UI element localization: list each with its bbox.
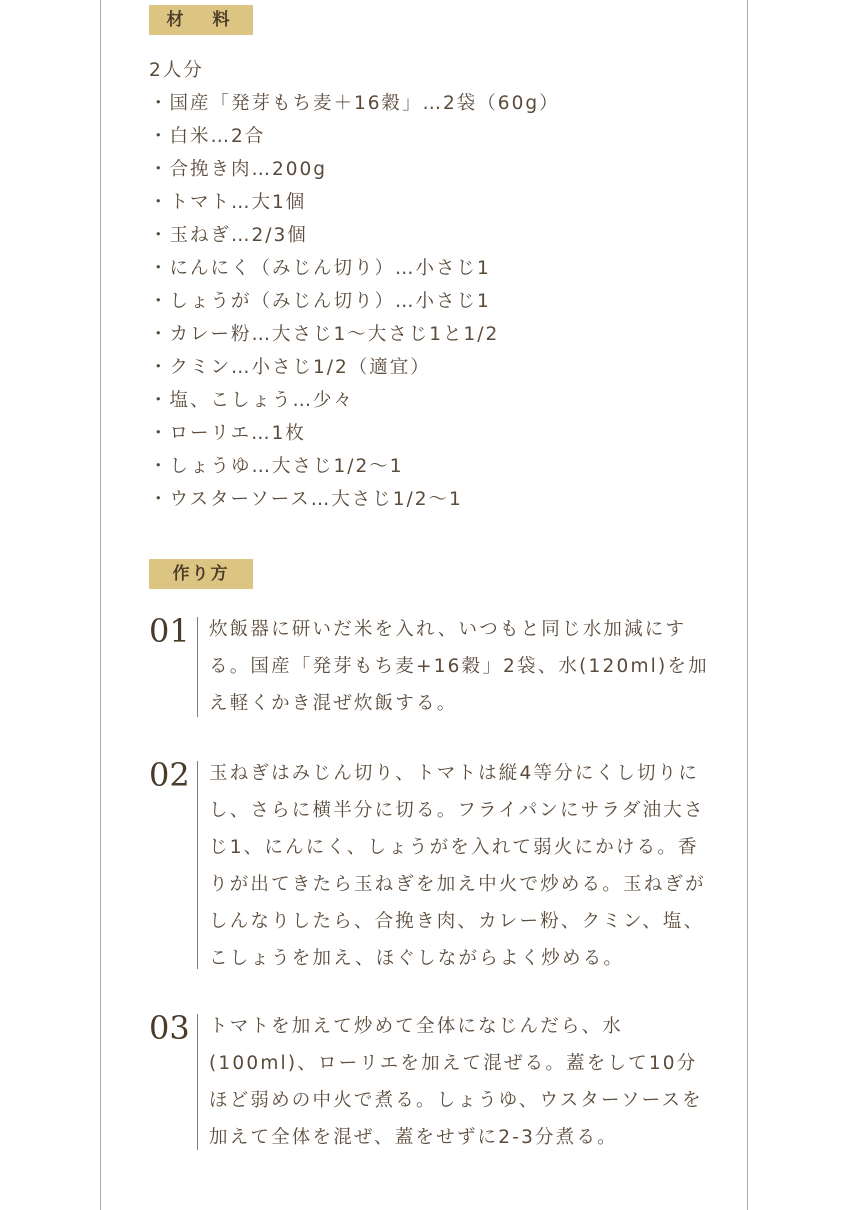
method-label: 作り方: [149, 559, 253, 589]
ingredients-list: [149, 54, 709, 516]
step-number: 03: [149, 1009, 190, 1047]
step-divider: [197, 761, 198, 969]
ingredient-item: ・トマト…大1個: [149, 192, 307, 213]
ingredient-item: ・しょうが（みじん切り）…小さじ1: [149, 291, 491, 312]
ingredient-item: ・ローリエ…1枚: [149, 423, 306, 444]
step-number: 02: [149, 756, 190, 794]
ingredients-label: 材 料: [149, 5, 253, 35]
ingredient-item: ・クミン…小さじ1/2（適宜）: [149, 357, 431, 378]
ingredient-item: ・白米…2合: [149, 126, 266, 147]
ingredient-item: ・しょうゆ…大さじ1/2～1: [149, 456, 404, 477]
step-text: トマトを加えて炒めて全体になじんだら、水(100ml)、ローリエを加えて混ぜる。蓋をして10分ほど弱めの中火で煮る。しょうゆ、ウスターソースを加えて全体を混ぜ、蓋をせずに2-3分煮る。: [209, 1016, 703, 1148]
serving-size: 2人分: [149, 60, 204, 81]
step-text: 炊飯器に研いだ米を入れ、いつもと同じ水加減にする。国産「発芽もち麦+16穀」2袋、水(120ml)を加え軽くかき混ぜ炊飯する。: [209, 619, 709, 714]
recipe-page: [100, 0, 748, 1210]
step-divider: [197, 1014, 198, 1150]
ingredient-item: ・玉ねぎ…2/3個: [149, 225, 308, 246]
step-number: 01: [149, 612, 190, 650]
ingredient-item: ・ウスターソース…大さじ1/2～1: [149, 489, 463, 510]
ingredient-item: ・にんにく（みじん切り）…小さじ1: [149, 258, 491, 279]
step-divider: [197, 617, 198, 717]
step-text: 玉ねぎはみじん切り、トマトは縦4等分にくし切りにし、さらに横半分に切る。フライパンにサラダ油大さじ1、にんにく、しょうがを入れて弱火にかける。香りが出てきたら玉ねぎを加え中火で炒める。玉ねぎがしんなりしたら、合挽き肉、カレー粉、クミン、塩、こしょうを加え、ほぐしながらよく炒める。: [209, 763, 706, 969]
ingredient-item: ・塩、こしょう…少々: [149, 390, 355, 411]
ingredient-item: ・国産「発芽もち麦＋16穀」…2袋（60g）: [149, 93, 560, 114]
ingredient-item: ・カレー粉…大さじ1～大さじ1と1/2: [149, 324, 500, 345]
ingredient-item: ・合挽き肉…200g: [149, 159, 328, 180]
